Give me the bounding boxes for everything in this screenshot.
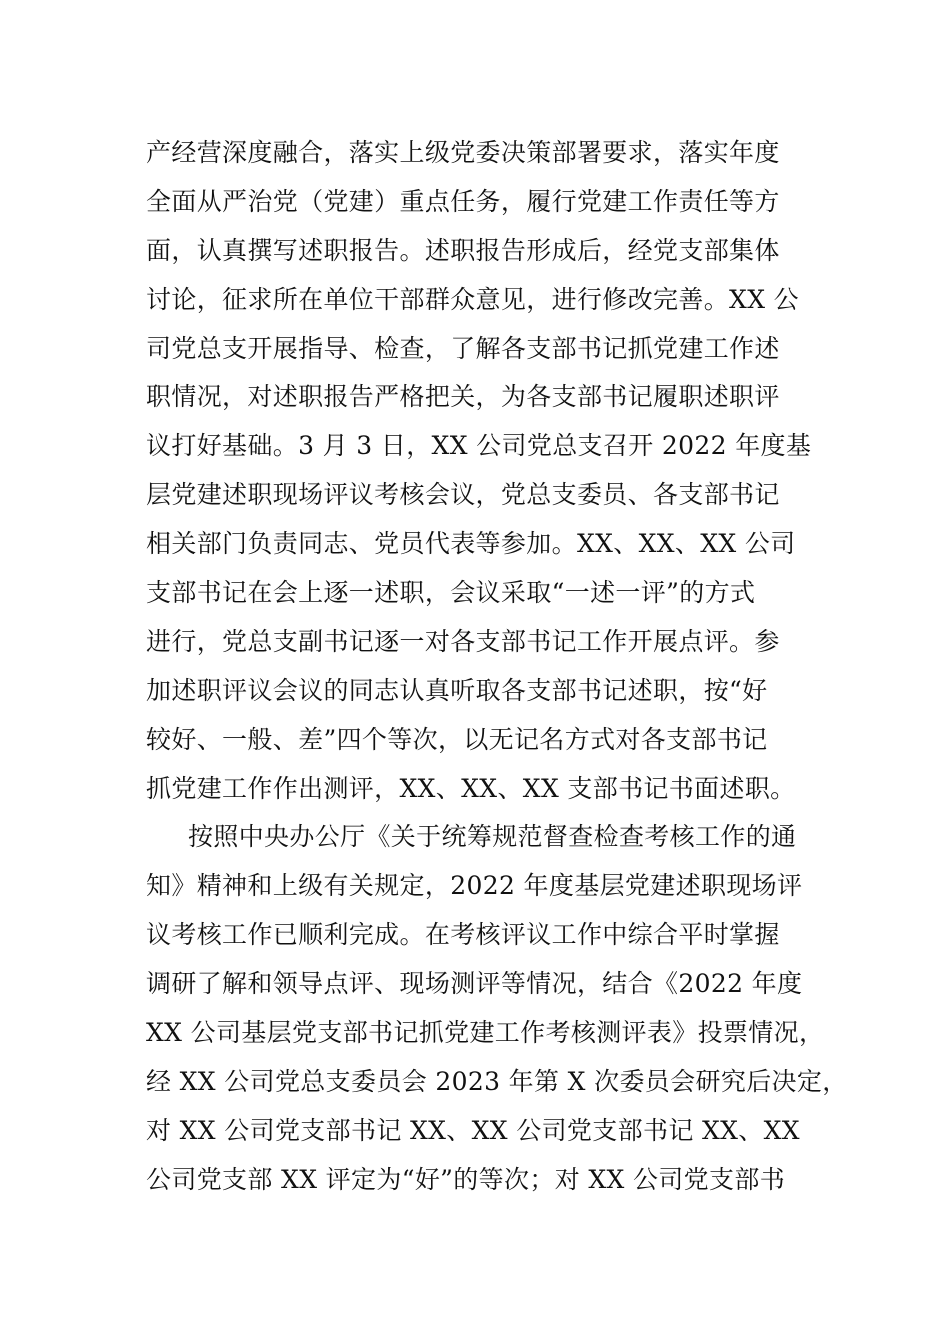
text-line: 公司党支部 XX 评定为“好”的等次；对 XX 公司党支部书 (146, 1164, 786, 1194)
text-line: 抓党建工作作出测评，XX、XX、XX 支部书记书面述职。 (146, 773, 796, 803)
text-line: 职情况，对述职报告严格把关，为各支部书记履职述职评 (146, 382, 780, 412)
text-line: 较好、一般、差”四个等次，以无记名方式对各支部书记 (146, 724, 768, 754)
text-line: 加述职评议会议的同志认真听取各支部书记述职，按“好 (146, 675, 768, 705)
text-line: 议考核工作已顺利完成。在考核评议工作中综合平时掌握 (146, 920, 780, 950)
paragraph-first-line: 按照中央办公厅《关于统筹规范督查检查考核工作的通 (188, 822, 797, 852)
text-line: 支部书记在会上逐一述职，会议采取“一述一评”的方式 (146, 578, 756, 608)
text-line: 司党总支开展指导、检查，了解各支部书记抓党建工作述 (146, 333, 780, 363)
text-line: XX 公司基层党支部书记抓党建工作考核测评表》投票情况， (146, 1018, 825, 1048)
text-line: 对 XX 公司党支部书记 XX、XX 公司党支部书记 XX、XX (146, 1115, 800, 1145)
text-line: 层党建述职现场评议考核会议，党总支委员、各支部书记 (146, 480, 780, 510)
text-line: 经 XX 公司党总支委员会 2023 年第 X 次委员会研究后决定， (146, 1066, 848, 1096)
document-body (146, 129, 848, 1205)
text-line: 产经营深度融合，落实上级党委决策部署要求，落实年度 (146, 138, 780, 167)
text-line: 面，认真撰写述职报告。述职报告形成后，经党支部集体 (146, 235, 780, 265)
text-line: 进行，党总支副书记逐一对各支部书记工作开展点评。参 (146, 626, 780, 656)
text-line: 全面从严治党（党建）重点任务，履行党建工作责任等方 (146, 186, 780, 216)
text-line: 讨论，征求所在单位干部群众意见，进行修改完善。XX 公 (146, 284, 799, 314)
text-line: 相关部门负责同志、党员代表等参加。XX、XX、XX 公司 (146, 529, 796, 559)
text-line: 知》精神和上级有关规定，2022 年度基层党建述职现场评 (146, 871, 803, 901)
text-line: 调研了解和领导点评、现场测评等情况，结合《2022 年度 (146, 969, 803, 999)
text-line: 议打好基础。3 月 3 日，XX 公司党总支召开 2022 年度基 (146, 431, 812, 461)
